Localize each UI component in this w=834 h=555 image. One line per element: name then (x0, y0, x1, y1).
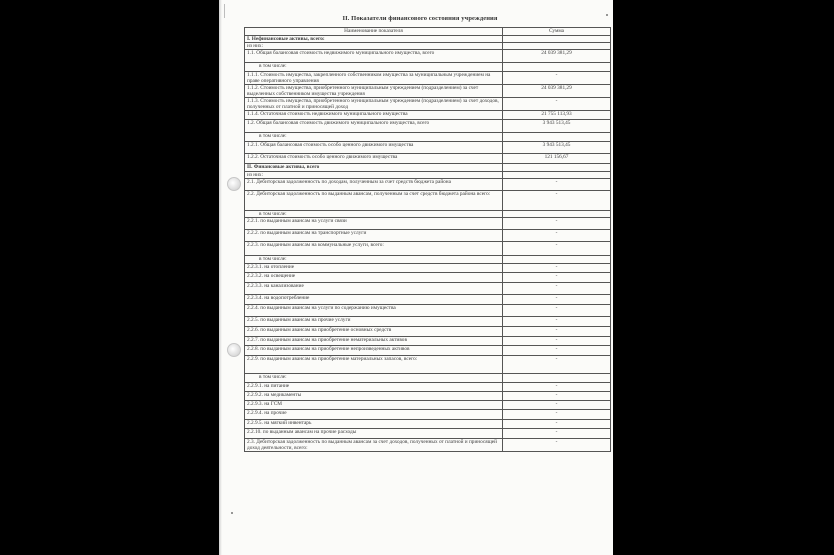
amount-cell: - (503, 295, 611, 305)
amount-cell: - (503, 429, 611, 439)
amount-cell (503, 374, 611, 383)
table-row (245, 63, 611, 72)
amount-cell: - (503, 230, 611, 242)
table-row (245, 283, 611, 295)
amount-cell: - (503, 317, 611, 327)
amount-cell: - (503, 392, 611, 401)
indicator-name-cell: 2.2.4. по выданным авансам на услуги по содержанию имущества (245, 305, 503, 317)
table-row (245, 85, 611, 98)
table-row (245, 133, 611, 142)
table-row (245, 218, 611, 230)
amount-cell (503, 36, 611, 43)
table-row (245, 346, 611, 356)
table-row (245, 410, 611, 420)
amount-cell: - (503, 305, 611, 317)
indicator-name-cell: 2.2.1. по выданным авансам на услуги связи (245, 218, 503, 230)
table-row (245, 98, 611, 111)
indicator-name-cell: 1.1.4. Остаточная стоимость недвижимого муниципального имущества (245, 111, 503, 120)
amount-cell: - (503, 383, 611, 392)
amount-cell: - (503, 72, 611, 85)
indicator-name-cell: 2.2.9.5. на мягкий инвентарь (245, 420, 503, 429)
table-row (245, 211, 611, 218)
indicator-name-cell: из них: (245, 43, 503, 50)
table-row (245, 401, 611, 410)
amount-cell: 121 156,67 (503, 154, 611, 164)
table-row (245, 383, 611, 392)
indicator-name-cell: в том числе: (245, 133, 503, 142)
indicator-name-cell: 2.2.7. по выданным авансам на приобретение нематериальных активов (245, 337, 503, 346)
amount-cell: - (503, 327, 611, 337)
table-row (245, 154, 611, 164)
table-row (245, 392, 611, 401)
indicator-name-cell: II. Финансовые активы, всего (245, 164, 503, 172)
indicator-name-cell: 2.2. Дебиторская задолженность по выданным авансам, полученным за счет средств бюджета района всего: (245, 191, 503, 211)
amount-cell: - (503, 242, 611, 256)
amount-cell: - (503, 401, 611, 410)
indicator-name-cell: 2.2.10. по выданным авансам на прочие расходы (245, 429, 503, 439)
amount-cell: - (503, 356, 611, 374)
amount-cell: 21 755 113,93 (503, 111, 611, 120)
indicator-name-cell: 2.2.3.1. на отопление (245, 264, 503, 273)
indicator-name-cell: 2.2.2. по выданным авансам на транспортные услуги (245, 230, 503, 242)
table-header-row (245, 28, 611, 36)
indicator-name-cell: 2.2.6. по выданным авансам на приобретение основных средств (245, 327, 503, 337)
scan-speck (231, 512, 233, 514)
indicator-name-cell: 2.2.3.4. на водопотребление (245, 295, 503, 305)
table-row (245, 36, 611, 43)
indicator-name-cell: 1.1.1. Стоимость имущества, закрепленного собственником имущества за муниципальным учреждением на праве оперативного управления (245, 72, 503, 85)
amount-cell: 3 943 513,45 (503, 142, 611, 154)
indicator-name-cell: 2.2.9. по выданным авансам на приобретение материальных запасов, всего: (245, 356, 503, 374)
table-row (245, 327, 611, 337)
table-row (245, 337, 611, 346)
amount-cell: - (503, 439, 611, 452)
table-row (245, 264, 611, 273)
amount-cell: - (503, 273, 611, 283)
amount-cell: - (503, 346, 611, 356)
page-edge-shadow (219, 0, 222, 555)
table-row (245, 142, 611, 154)
indicator-name-cell: 1.1.2. Стоимость имущества, приобретенного муниципальным учреждением (подразделением) за счет выделенных собственником имущества учреждения (245, 85, 503, 98)
table-row (245, 120, 611, 133)
table-row (245, 420, 611, 429)
amount-cell (503, 133, 611, 142)
indicator-name-cell: 2.1. Дебиторская задолженность по доходам, полученным за счет средств бюджета района (245, 179, 503, 191)
table-row (245, 356, 611, 374)
document-title: II. Показатели финансового состояния учреждения (342, 15, 498, 22)
table-row (245, 179, 611, 191)
indicator-name-cell: 2.2.9.3. на ГСМ (245, 401, 503, 410)
amount-cell (503, 256, 611, 264)
column-header-name: Наименование показателя (245, 28, 503, 36)
indicator-name-cell: 2.2.5. по выданным авансам на прочие услуги (245, 317, 503, 327)
table-row (245, 230, 611, 242)
punch-hole-bottom (227, 343, 241, 357)
table-row (245, 295, 611, 305)
amount-cell: 24 039 381,29 (503, 85, 611, 98)
indicator-name-cell: в том числе: (245, 374, 503, 383)
table-row (245, 273, 611, 283)
indicator-name-cell: I. Нефинансовые активы, всего: (245, 36, 503, 43)
table-row (245, 164, 611, 172)
indicator-name-cell: 2.2.8. по выданным авансам на приобретение непроизведенных активов (245, 346, 503, 356)
table-row (245, 439, 611, 452)
table-row (245, 429, 611, 439)
amount-cell: 24 039 381,29 (503, 50, 611, 63)
indicator-name-cell: 2.2.3.2. на освещение (245, 273, 503, 283)
table-row (245, 242, 611, 256)
indicator-name-cell: 1.2.2. Остаточная стоимость особо ценного движимого имущества (245, 154, 503, 164)
amount-cell (503, 164, 611, 172)
amount-cell (503, 63, 611, 72)
amount-cell: - (503, 410, 611, 420)
table-row (245, 172, 611, 179)
table-row (245, 50, 611, 63)
indicator-name-cell: в том числе: (245, 211, 503, 218)
indicator-name-cell: из них: (245, 172, 503, 179)
amount-cell: - (503, 337, 611, 346)
amount-cell: - (503, 264, 611, 273)
amount-cell (503, 172, 611, 179)
indicator-name-cell: 1.1.3. Стоимость имущества, приобретенного муниципальным учреждением (подразделением) за счет доходов, полученных от платной и приносящей доход (245, 98, 503, 111)
punch-hole-top (227, 177, 241, 191)
table-row (245, 111, 611, 120)
amount-cell: - (503, 218, 611, 230)
indicator-name-cell: 1.2.1. Общая балансовая стоимость особо ценного движимого имущества (245, 142, 503, 154)
amount-cell (503, 211, 611, 218)
amount-cell (503, 43, 611, 50)
indicator-name-cell: в том числе: (245, 63, 503, 72)
table-row (245, 374, 611, 383)
table-row (245, 305, 611, 317)
table-row (245, 72, 611, 85)
indicator-name-cell: 2.2.9.4. на прочие (245, 410, 503, 420)
financial-indicators-table (244, 27, 611, 452)
indicator-name-cell: 2.2.3.3. на канализование (245, 283, 503, 295)
table-row (245, 317, 611, 327)
table-row (245, 256, 611, 264)
table-row (245, 191, 611, 211)
amount-cell: - (503, 98, 611, 111)
indicator-name-cell: 2.2.9.1. на питание (245, 383, 503, 392)
indicator-name-cell: в том числе: (245, 256, 503, 264)
amount-cell: 3 943 513,45 (503, 120, 611, 133)
amount-cell: - (503, 420, 611, 429)
table-body (245, 36, 611, 452)
indicator-name-cell: 1.2. Общая балансовая стоимость движимого муниципального имущества, всего (245, 120, 503, 133)
indicator-name-cell: 2.2.3. по выданным авансам на коммунальные услуги, всего: (245, 242, 503, 256)
column-header-sum: Сумма (503, 28, 611, 36)
table-row (245, 43, 611, 50)
indicator-name-cell: 2.3. Дебиторская задолженность по выданным авансам за счет доходов, полученных от платной и приносящей доход деятельности, всего: (245, 439, 503, 452)
amount-cell: - (503, 191, 611, 211)
indicator-name-cell: 2.2.9.2. на медикаменты (245, 392, 503, 401)
indicator-name-cell: 1.1. Общая балансовая стоимость недвижимого муниципального имущества, всего (245, 50, 503, 63)
amount-cell: - (503, 179, 611, 191)
amount-cell: - (503, 283, 611, 295)
